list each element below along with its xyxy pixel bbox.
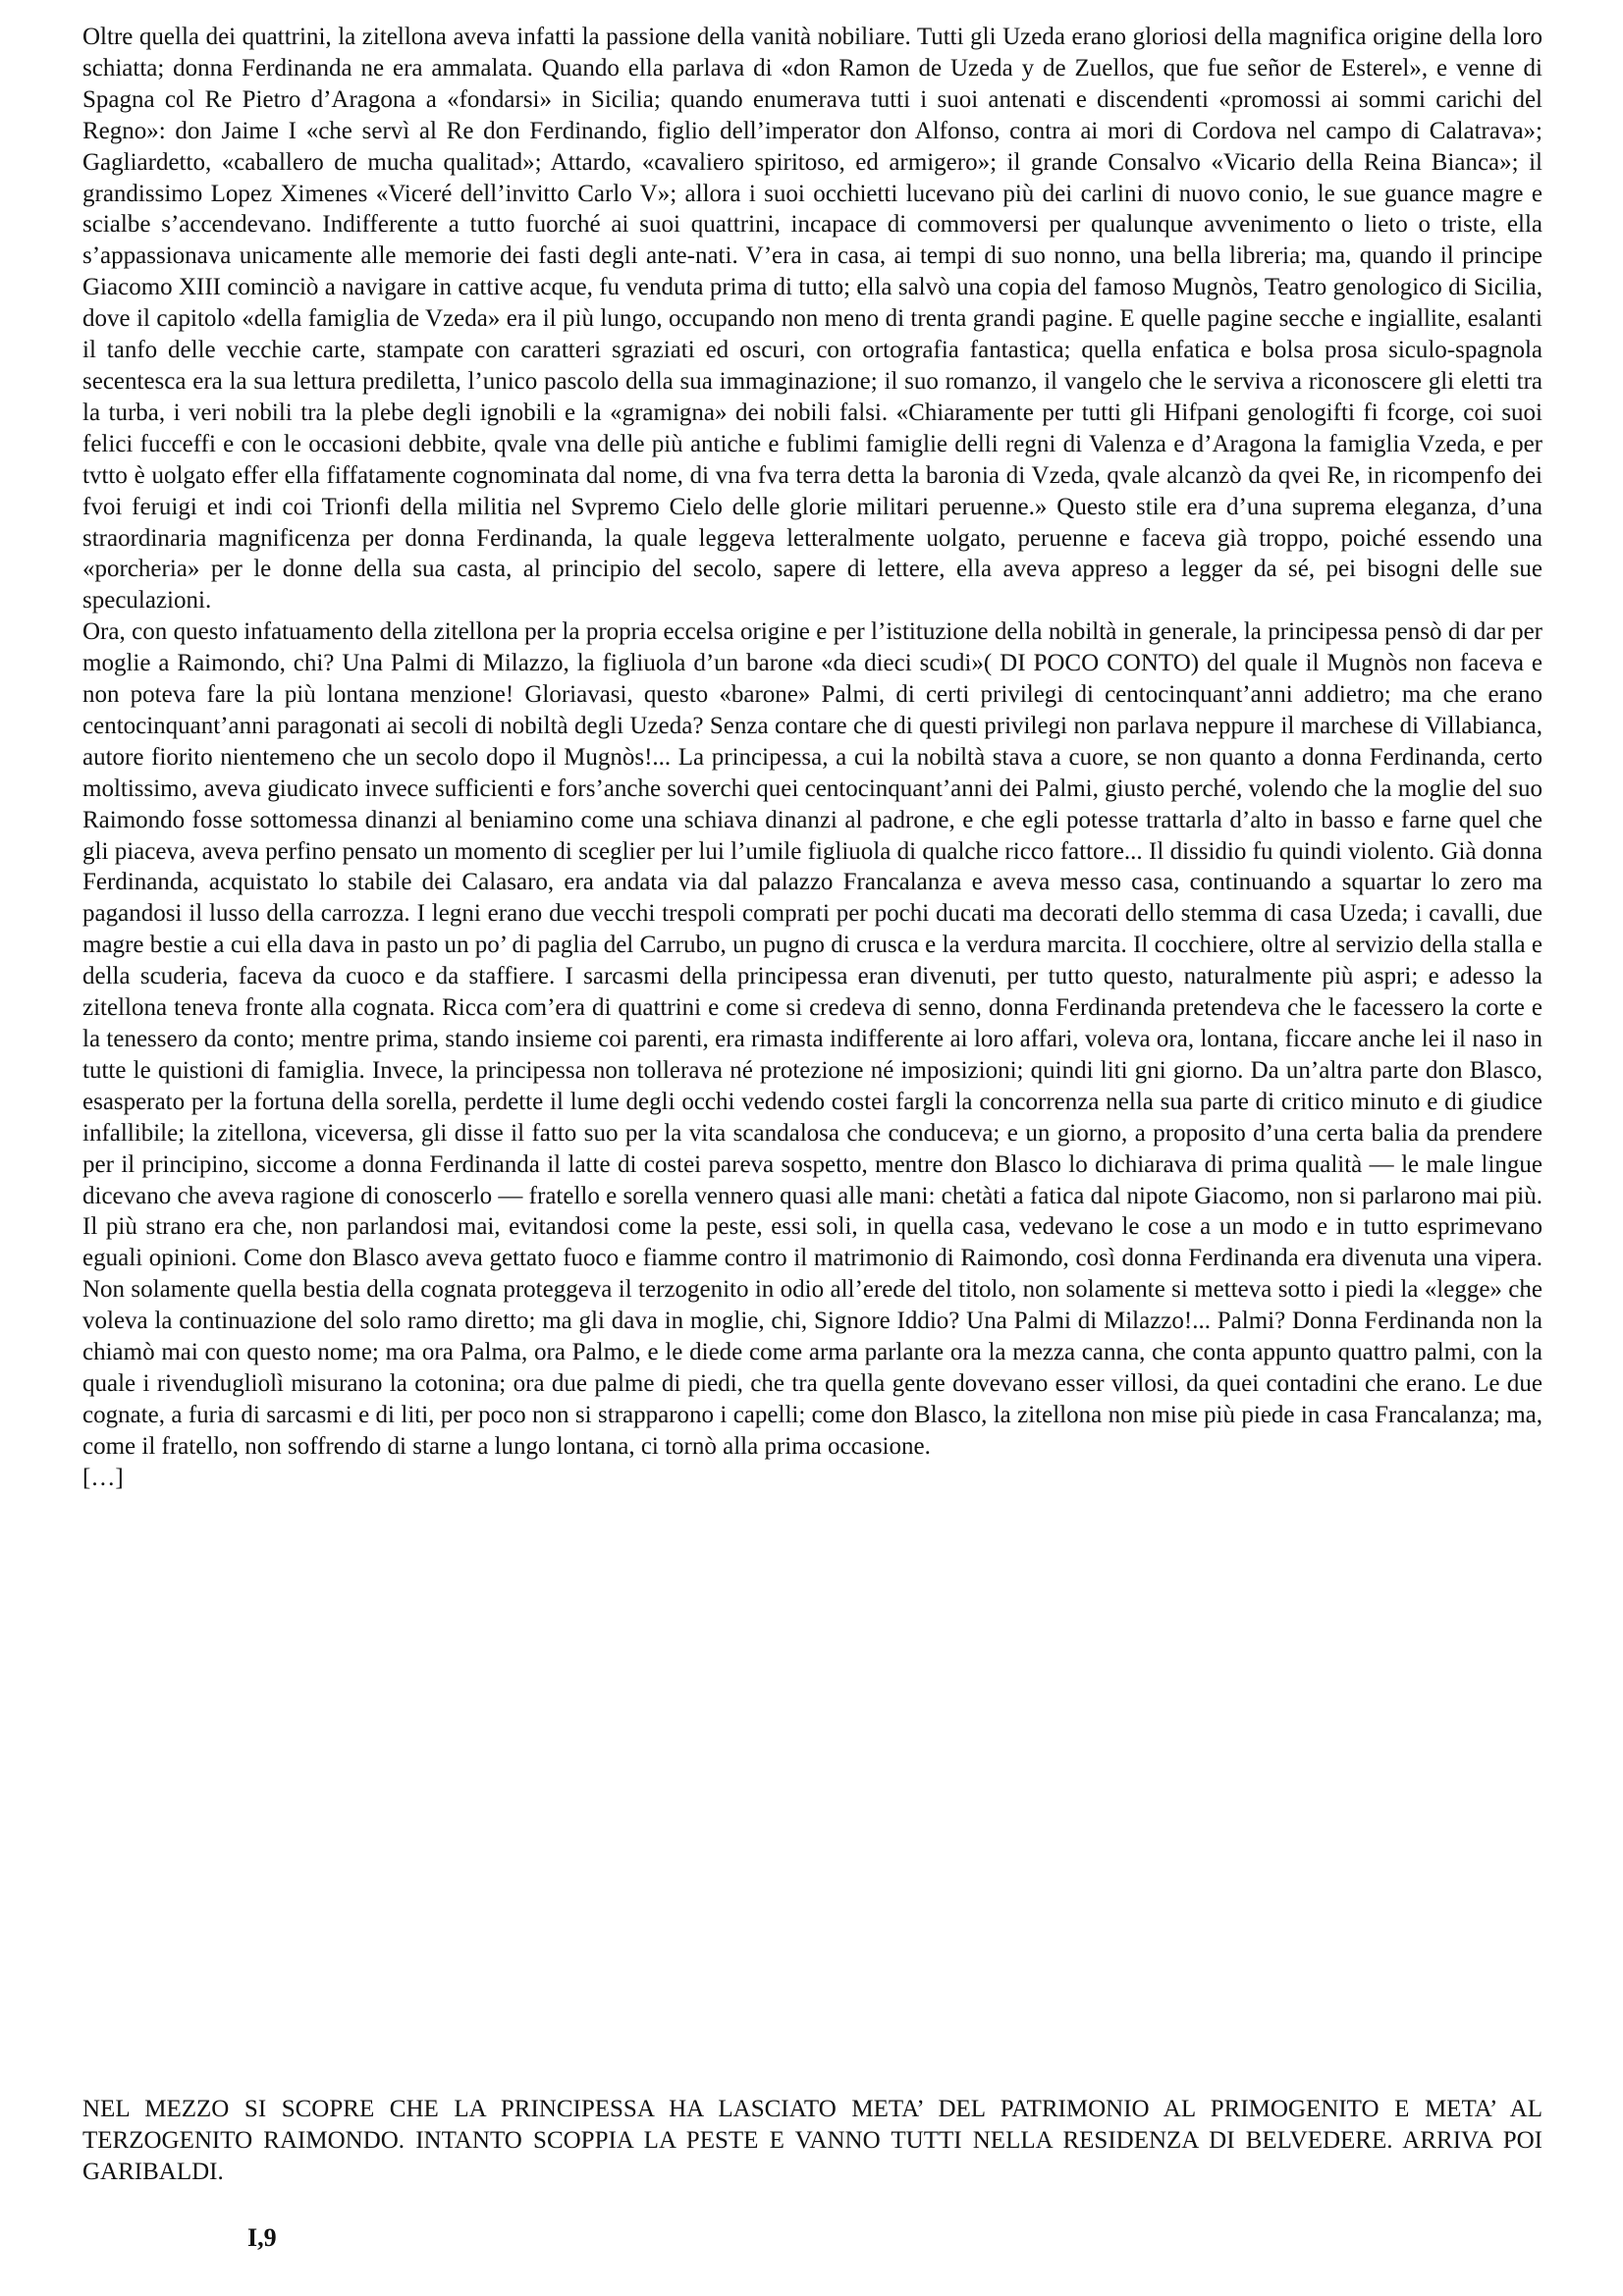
body-text bbox=[82, 22, 1542, 1494]
paragraph-2: Ora, con questo infatuamento della zitellona per la propria eccelsa origine e per l’istituzione della nobiltà in generale, la principessa pensò di dar per moglie a Raimondo, chi? Una Palmi di Milazzo, la figliuola d’un barone «da dieci scudi»( DI POCO CONTO) del quale il Mugnòs non faceva e non poteva fare la più lontana menzione! Gloriavasi, questo «barone» Palmi, di certi privilegi di centocinquant’anni addietro; ma che erano centocinquant’anni paragonati ai secoli di nobiltà degli Uzeda? Senza contare che di questi privilegi non parlava neppure il marchese di Villabianca, autore fiorito nientemeno che un secolo dopo il Mugnòs!... La principessa, a cui la nobiltà stava a cuore, se non quanto a donna Ferdinanda, certo moltissimo, aveva giudicato invece sufficienti e fors’anche soverchi quei centocinquant’anni dei Palmi, giusto perché, volendo che la moglie del suo Raimondo fosse sottomessa dinanzi al beniamino come una schiava dinanzi al padrone, e che egli potesse trattarla d’alto in basso e farne quel che gli piaceva, aveva perfino pensato un momento di sceglier per lui l’umile figliuola di qualche ricco fattore... Il dissidio fu quindi violento. Già donna Ferdinanda, acquistato lo stabile dei Calasaro, era andata via dal palazzo Francalanza e aveva messo casa, continuando a squartar lo zero ma pagandosi il lusso della carrozza. I legni erano due vecchi trespoli comprati per pochi ducati ma decorati dello stemma di casa Uzeda; i cavalli, due magre bestie a cui ella dava in pasto un po’ di paglia del Carrubo, un pugno di crusca e la verdura marcita. Il cocchiere, oltre al servizio della stalla e della scuderia, faceva da cuoco e da staffiere. I sarcasmi della principessa eran divenuti, per tutto questo, naturalmente più aspri; e adesso la zitellona teneva fronte alla cognata. Ricca com’era di quattrini e come si credeva di senno, donna Ferdinanda pretendeva che le facessero la corte e la tenessero da conto; mentre prima, stando insieme coi parenti, era rimasta indifferente ai loro affari, voleva ora, lontana, ficcare anche lei il naso in tutte le quistioni di famiglia. Invece, la principessa non tollerava né protezione né imposizioni; quindi liti gni giorno. Da un’altra parte don Blasco, esasperato per la fortuna della sorella, perdette il lume degli occhi vedendo costei fargli la concorrenza nella sua parte di critico minuto e di giudice infallibile; la zitellona, viceversa, gli disse il fatto suo per la vita scandalosa che conduceva; e un giorno, a proposito d’una certa balia da prendere per il principino, siccome a donna Ferdinanda il latte di costei pareva sospetto, mentre don Blasco lo dichiarava di prima qualità — le male lingue dicevano che aveva ragione di conoscerlo — fratello e sorella vennero quasi alle mani: chetàti a fatica dal nipote Giacomo, non si parlarono mai più. Il più strano era che, non parlandosi mai, evitandosi come la peste, essi soli, in quella casa, vedevano le cose a un modo e in tutto esprimevano eguali opinioni. Come don Blasco aveva gettato fuoco e fiamme contro il matrimonio di Raimondo, così donna Ferdinanda era divenuta una vipera. Non solamente quella bestia della cognata proteggeva il terzogenito in odio all’erede del titolo, non solamente si metteva sotto i piedi la «legge» che voleva la continuazione del solo ramo diretto; ma gli dava in moglie, chi, Signore Iddio? Una Palmi di Milazzo!... Palmi? Donna Ferdinanda non la chiamò mai con questo nome; ma ora Palma, ora Palmo, e le diede come arma parlante ora la mezza canna, che conta appunto quattro palmi, con la quale i rivendugliolì misurano la cotonina; ora due palme di piedi, che tra quella gente dovevano esser villosi, da quei contadini che erano. Le due cognate, a furia di sarcasmi e di liti, per poco non si strapparono i capelli; come don Blasco, la zitellona non mise più piede in casa Francalanza; ma, come il fratello, non soffrendo di starne a lungo lontana, ci tornò alla prima occasione. bbox=[82, 618, 1542, 1460]
chapter-label: I,9 bbox=[247, 2223, 277, 2252]
paragraph-1: Oltre quella dei quattrini, la zitellona aveva infatti la passione della vanità nobiliare. Tutti gli Uzeda erano gloriosi della magnifica origine della loro schiatta; donna Ferdinanda ne era ammalata. Quando ella parlava di «don Ramon de Uzeda y de Zuellos, que fue señor de Esterel», e venne di Spagna col Re Pietro d’Aragona a «fondarsi» in Sicilia; quando enumerava tutti i suoi antenati e discendenti «promossi ai sommi carichi del Regno»: don Jaime I «che servì al Re don Ferdinando, figlio dell’imperator don Alfonso, contra ai mori di Cordova nel campo di Calatrava»; Gagliardetto, «caballero de mucha qualitad»; Attardo, «cavaliero spiritoso, ed armigero»; il grande Consalvo «Vicario della Reina Bianca»; il grandissimo Lopez Ximenes «Viceré dell’invitto Carlo V»; allora i suoi occhietti lucevano più dei carlini di nuovo conio, le sue guance magre e scialbe s’accendevano. Indifferente a tutto fuorché ai suoi quattrini, incapace di commoversi per qualunque avvenimento o lieto o triste, ella s’appassionava unicamente alle memorie dei fasti degli ante-nati. V’era in casa, ai tempi di suo nonno, una bella libreria; ma, quando il principe Giacomo XIII cominciò a navigare in cattive acque, fu venduta prima di tutto; ella salvò una copia del famoso Mugnòs, Teatro genologico di Sicilia, dove il capitolo «della famiglia de Vzeda» era il più lungo, occupando non meno di trenta grandi pagine. E quelle pagine secche e ingiallite, esalanti il tanfo delle vecchie carte, stampate con caratteri sgraziati ed oscuri, con ortografia fantastica; quella enfatica e bolsa prosa siculo-spagnola secentesca era la sua lettura prediletta, l’unico pascolo della sua immaginazione; il suo romanzo, il vangelo che le serviva a riconoscere gli eletti tra la turba, i veri nobili tra la plebe degli ignobili e la «gramigna» dei nobili falsi. «Chiaramente per tutti gli Hifpani genologifti fi fcorge, coi suoi felici fucceffi e con le occasioni debbite, qvale vna delle più antiche e fublimi famiglie delli regni di Valenza e d’Aragona la famiglia Vzeda, e per tvtto è uolgato effer ella fiffatamente cognominata dal nome, di vna fva terra detta la baronia di Vzeda, qvale alcanzò da qvei Re, in ricompenfo dei fvoi feruigi et indi coi Trionfi della militia nel Svpremo Cielo delle glorie militari peruenne.» Questo stile era d’una suprema eleganza, d’una straordinaria magnificenza per donna Ferdinanda, la quale leggeva letteralmente uolgato, peruenne e faceva già troppo, poiché essendo una «porcheria» per le donne della sua casta, al principio del secolo, sapere di lettere, ella aveva appreso a legger da sé, pei bisogni delle sue speculazioni. bbox=[82, 24, 1542, 614]
summary-note: NEL MEZZO SI SCOPRE CHE LA PRINCIPESSA HA LASCIATO META’ DEL PATRIMONIO AL PRIMOGENITO E META’ AL TERZOGENITO RAIMONDO. INTANTO SCOPPIA LA PESTE E VANNO TUTTI NELLA RESIDENZA DI BELVEDERE. ARRIVA POI GARIBALDI. bbox=[82, 2096, 1542, 2185]
omission-mark: […] bbox=[82, 1464, 124, 1491]
